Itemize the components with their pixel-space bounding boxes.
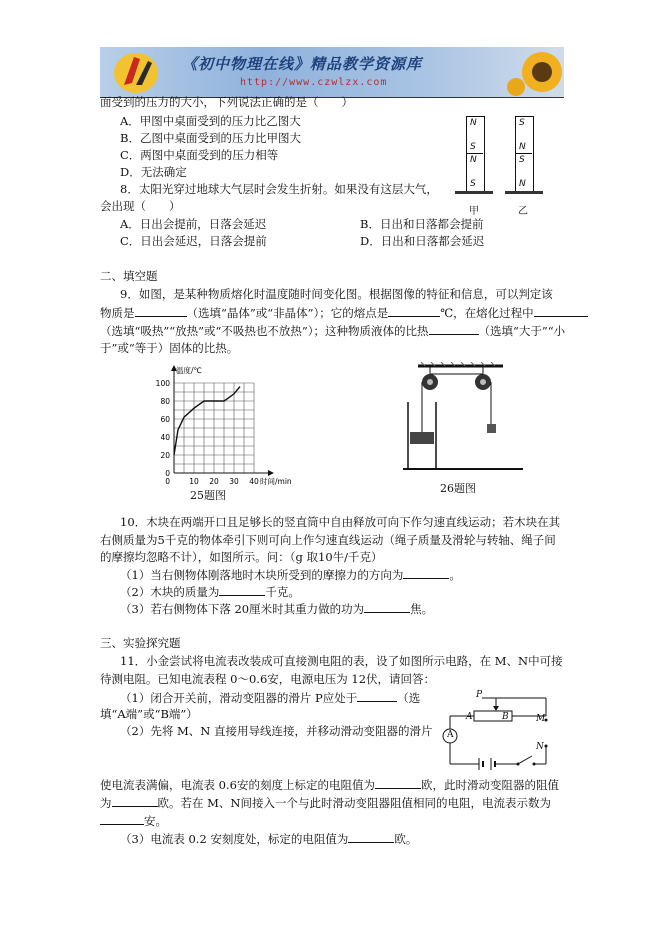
q7-option-b: B．乙图中桌面受到的压力比甲图大 bbox=[120, 131, 301, 145]
q8-stem-2: 会出现（ ） bbox=[100, 199, 181, 213]
q11-sub-3: （3）电流表 0.2 安刻度处，标定的电阻值为 欧。 bbox=[120, 832, 418, 846]
y-tick-label: 0 bbox=[165, 469, 170, 478]
q8-option-c: C．日出会延迟，日落会提前 bbox=[120, 234, 267, 248]
q9-blank-4[interactable] bbox=[429, 323, 479, 335]
q10-sub-3: （3）若右侧物体下落 20厘米时其重力做的功为 焦。 bbox=[120, 602, 434, 616]
x-tick-label: 10 bbox=[189, 477, 199, 486]
site-url: http://www.czwlzx.com bbox=[240, 77, 388, 88]
q9-line-4: 于”或“等于）固体的比热。 bbox=[100, 341, 239, 355]
pulley-figure bbox=[403, 362, 533, 474]
sunflower-icon bbox=[504, 47, 564, 97]
y-tick-label: 40 bbox=[160, 433, 170, 442]
magnet-left-pole-2: S bbox=[470, 142, 476, 152]
q7-option-a: A．甲图中桌面受到的压力比乙图大 bbox=[120, 114, 301, 128]
logo-icon bbox=[106, 47, 166, 97]
header-banner bbox=[100, 47, 564, 97]
hanging-weight bbox=[487, 424, 496, 433]
q11-sub-1: （1）闭合开关前，滑动变阻器的滑片 P应处于 （选 bbox=[120, 691, 421, 705]
q10-blank-2[interactable] bbox=[219, 584, 265, 596]
q8-option-b: B．日出和日落都会提前 bbox=[360, 217, 484, 231]
circuit-diagram bbox=[434, 690, 559, 780]
q11-sub-2-line-2: 使电流表满偏，电流表 0.6安的刻度上标定的电阻值为 欧，此时滑动变阻器的阻值 bbox=[100, 778, 559, 792]
q10-blank-1[interactable] bbox=[403, 567, 449, 579]
magnet-left-pole-3: N bbox=[470, 155, 477, 165]
q9-blank-3[interactable] bbox=[534, 305, 588, 317]
y-tick-label: 100 bbox=[155, 379, 170, 388]
q10-blank-3[interactable] bbox=[364, 601, 410, 613]
q10-line-1: 10．木块在两端开口且足够长的竖直筒中自由释放可向下作匀速直线运动；若木块在其 bbox=[120, 515, 561, 529]
q11-sub-2-line-4: 安。 bbox=[100, 813, 167, 829]
q11-sub-2-line-3: 为 欧。若在 M、N间接入一个与此时滑动变阻器阻值相同的电阻，电流表示数为 bbox=[100, 796, 551, 810]
label-p: P bbox=[476, 690, 483, 700]
y-tick-label: 60 bbox=[160, 415, 170, 424]
label-n: N bbox=[536, 742, 544, 752]
magnet-left-pole-4: S bbox=[470, 179, 476, 189]
magnet-right-pole-1: S bbox=[519, 118, 525, 128]
x-tick-label: 20 bbox=[209, 477, 219, 486]
q9-blank-2[interactable] bbox=[388, 305, 440, 317]
q9-line-3: （选填“吸热”“放热”或“不吸热也不放热”）；这种物质液体的比热 （选填“大于”“小 bbox=[100, 324, 566, 338]
magnet-figure bbox=[455, 116, 545, 216]
y-tick-label: 20 bbox=[160, 451, 170, 460]
q9-line-1: 9．如图，是某种物质熔化时温度随时间变化图。根据图像的特征和信息，可以判定该 bbox=[120, 287, 553, 301]
q7-option-c: C．两图中桌面受到的压力相等 bbox=[120, 148, 279, 162]
y-tick-label: 80 bbox=[160, 397, 170, 406]
chart-caption: 25题图 bbox=[190, 489, 226, 502]
pulley-caption: 26题图 bbox=[440, 482, 476, 495]
q11-blank-2[interactable] bbox=[375, 777, 421, 789]
wood-block bbox=[410, 432, 434, 444]
q8-stem-1: 8．太阳光穿过地球大气层时会发生折射。如果没有这层大气， bbox=[120, 182, 438, 196]
q11-blank-3[interactable] bbox=[112, 795, 158, 807]
section-fill-blank-title: 二、填空题 bbox=[100, 269, 158, 283]
x-tick-label: 30 bbox=[229, 477, 239, 486]
q10-sub-1: （1）当右侧物体刚落地时木块所受到的摩擦力的方向为 。 bbox=[120, 568, 461, 582]
x-tick-label: 40 bbox=[249, 477, 259, 486]
magnet-caption-right: 乙 bbox=[518, 206, 528, 217]
magnet-right-pole-2: N bbox=[519, 142, 526, 152]
q9-blank-1[interactable] bbox=[135, 305, 187, 317]
magnet-left-pole-1: N bbox=[470, 118, 477, 128]
q11-blank-5[interactable] bbox=[348, 831, 394, 843]
label-m: M bbox=[536, 714, 546, 724]
q11-blank-1[interactable] bbox=[357, 690, 397, 702]
label-a: A bbox=[466, 712, 473, 722]
q9-line-2: 物质是 （选填“晶体”或“非晶体”）；它的熔点是 ℃，在熔化过程中 bbox=[100, 305, 588, 321]
q11-line-2: 待测电阻。已知电流表程 0～0.6安，电源电压为 12伏，请回答： bbox=[100, 672, 436, 686]
magnet-caption-left: 甲 bbox=[469, 206, 479, 217]
label-b: B bbox=[502, 712, 509, 722]
site-title: 《初中物理在线》精品教学资源库 bbox=[182, 55, 423, 73]
q8-option-d: D．日出和日落都会延迟 bbox=[360, 234, 485, 248]
q10-line-3: 的摩擦均忽略不计），如图所示。问：（g 取10牛/千克） bbox=[100, 550, 383, 564]
y-axis-label: 温度/℃ bbox=[176, 366, 202, 375]
q11-sub-1-cont: 填“A端”或“B端”） bbox=[100, 707, 198, 721]
magnet-right-pole-3: S bbox=[519, 155, 525, 165]
melting-chart bbox=[150, 365, 350, 495]
q11-line-1: 11．小金尝试将电流表改装成可直接测电阻的表，设了如图所示电路，在 M、N中可接 bbox=[120, 654, 563, 668]
q8-option-a: A．日出会提前，日落会延迟 bbox=[120, 217, 267, 231]
q7-stem: 面受到的压力的大小，下列说法正确的是（ ） bbox=[100, 95, 353, 109]
x-axis-label: 时间/min bbox=[260, 477, 292, 486]
q10-line-2: 右侧质量为5千克的物体牵引下则可向上作匀速直线运动（绳子质量及滑轮与转轴、绳子间 bbox=[100, 533, 556, 547]
q7-option-d: D．无法确定 bbox=[120, 165, 187, 179]
ammeter-icon: A bbox=[447, 730, 454, 740]
magnet-right-pole-4: N bbox=[519, 179, 526, 189]
section-experiment-title: 三、实验探究题 bbox=[100, 636, 181, 650]
q11-sub-2: （2）先将 M、N 直接用导线连接，并移动滑动变阻器的滑片 bbox=[120, 724, 433, 738]
q10-sub-2: （2）木块的质量为 千克。 bbox=[120, 585, 300, 599]
q11-blank-4[interactable] bbox=[100, 813, 144, 825]
origin-label: 0 bbox=[165, 477, 170, 486]
x-axis-arrow bbox=[268, 470, 274, 476]
